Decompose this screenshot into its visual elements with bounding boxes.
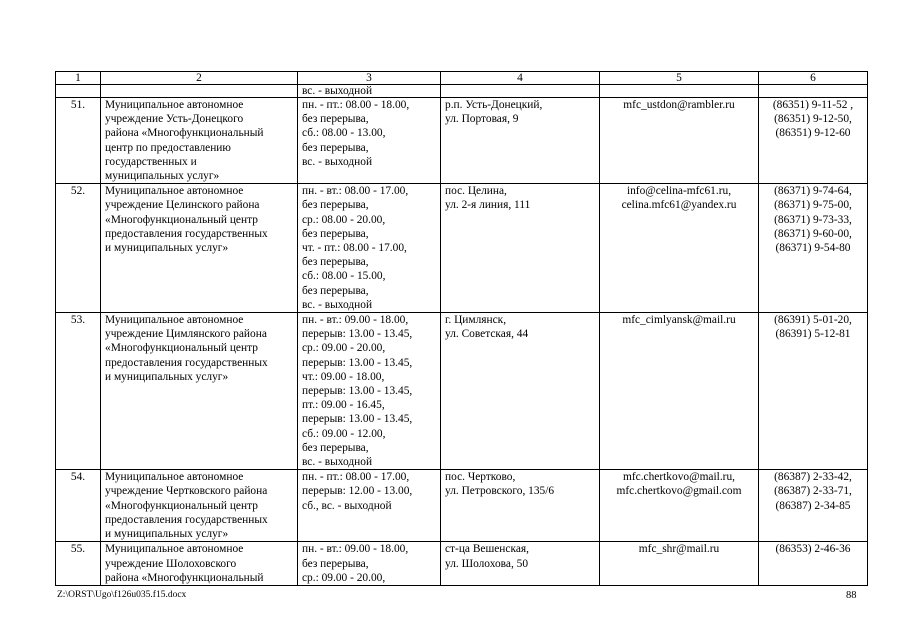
row-number: 52. — [70, 185, 86, 198]
working-hours: пн. - вт.: 08.00 - 17.00, без перерыва, ср.: 08.00 - 20.00, без перерыва, чт. - пт.: 08.00 - 17.00, без перерыва, сб.: 08.00 - 15.00, без перерыва, вс. - выходной — [302, 185, 409, 311]
email: mfc.chertkovo@mail.ru, mfc.chertkovo@gmail.com — [616, 471, 742, 498]
column-number-3: 3 — [298, 72, 441, 85]
column-number-1: 1 — [56, 72, 101, 85]
footer-file-path: Z:\ORST\Ugo\f126u035.f15.docx — [57, 590, 187, 600]
address: р.п. Усть-Донецкий, ул. Портовая, 9 — [445, 99, 543, 126]
email-cell — [600, 313, 759, 470]
column-number-2: 2 — [101, 72, 298, 85]
organization-name-cell — [101, 313, 298, 470]
row-number-cell — [56, 184, 101, 313]
cont-email-cell — [600, 85, 759, 98]
phone-cell — [759, 184, 868, 313]
row-number-cell — [56, 98, 101, 184]
email-cell — [600, 98, 759, 184]
address-cell — [441, 470, 600, 542]
address: пос. Целина, ул. 2-я линия, 111 — [445, 185, 531, 212]
address-cell — [441, 542, 600, 586]
column-number-6: 6 — [759, 72, 868, 85]
working-hours-cell — [298, 542, 441, 586]
column-number-4: 4 — [441, 72, 600, 85]
column-number-row — [56, 72, 868, 85]
email: mfc_shr@mail.ru — [638, 543, 720, 556]
working-hours-cell — [298, 184, 441, 313]
working-hours-cell — [298, 313, 441, 470]
cont-phone-cell — [759, 85, 868, 98]
phone: (86353) 2-46-36 — [775, 543, 851, 556]
organization-name: Муниципальное автономное учреждение Целинского района «Многофункциональный центр предоставления государственных и муниципальных услуг» — [105, 185, 268, 255]
email: info@celina-mfc61.ru, celina.mfc61@yandex.ru — [621, 185, 737, 212]
row-number: 51. — [70, 99, 86, 111]
address-cell — [441, 98, 600, 184]
organization-name-cell — [101, 470, 298, 542]
cont-address-cell — [441, 85, 600, 98]
working-hours: пн. - пт.: 08.00 - 18.00, без перерыва, сб.: 08.00 - 13.00, без перерыва, вс. - выходной — [302, 99, 410, 168]
cont-name-cell — [101, 85, 298, 98]
phone: (86371) 9-74-64, (86371) 9-75-00, (86371) 9-73-33, (86371) 9-60-00, (86371) 9-54-80 — [774, 185, 852, 255]
email: mfc_ustdon@rambler.ru — [623, 99, 735, 111]
working-hours: пн. - вт.: 09.00 - 18.00, перерыв: 13.00 - 13.45, ср.: 09.00 - 20.00, перерыв: 13.00 - 13.45, чт.: 09.00 - 18.00, перерыв: 13.00 - 13.45, пт.: 09.00 - 16.45, перерыв: 13.00 - 13.45, сб.: 09.00 - 12.00, без перерыва, вс. - выходной — [302, 314, 413, 469]
cont-num-cell — [56, 85, 101, 98]
address: г. Цимлянск, ул. Советская, 44 — [445, 314, 529, 341]
continuation-row — [56, 85, 868, 98]
table-row — [56, 313, 868, 470]
address: пос. Чертково, ул. Петровского, 135/6 — [445, 471, 555, 498]
phone-cell — [759, 98, 868, 184]
working-hours: пн. - вт.: 09.00 - 18.00, без перерыва, ср.: 09.00 - 20.00, — [302, 543, 409, 584]
cont-hours-cell: вс. - выходной — [298, 85, 441, 98]
page-number: 88 — [846, 590, 857, 601]
row-number-cell — [56, 313, 101, 470]
phone-cell — [759, 470, 868, 542]
address: ст-ца Вешенская, ул. Шолохова, 50 — [445, 543, 529, 570]
address-cell — [441, 184, 600, 313]
mfc-table — [55, 71, 868, 586]
table-row — [56, 470, 868, 542]
email: mfc_cimlyansk@mail.ru — [622, 314, 736, 327]
working-hours: пн. - пт.: 08.00 - 17.00, перерыв: 12.00 - 13.00, сб., вс. - выходной — [302, 471, 413, 512]
table-row — [56, 98, 868, 184]
working-hours-cell — [298, 98, 441, 184]
column-number-5: 5 — [600, 72, 759, 85]
email-cell — [600, 542, 759, 586]
row-number: 54. — [70, 471, 86, 484]
phone-cell — [759, 542, 868, 586]
phone: (86391) 5-01-20, (86391) 5-12-81 — [774, 314, 852, 341]
address-cell — [441, 313, 600, 470]
email-cell — [600, 184, 759, 313]
organization-name: Муниципальное автономное учреждение Цимлянского района «Многофункциональный центр предоставления государственных и муниципальных услуг» — [105, 314, 268, 383]
table-row — [56, 542, 868, 586]
organization-name: Муниципальное автономное учреждение Усть-Донецкого района «Многофункциональный центр по предоставлению государственных и муниципальных услуг» — [105, 99, 264, 183]
organization-name-cell — [101, 184, 298, 313]
phone: (86351) 9-11-52 , (86351) 9-12-50, (86351) 9-12-60 — [772, 99, 854, 140]
phone-cell — [759, 313, 868, 470]
row-number-cell — [56, 542, 101, 586]
working-hours-cell — [298, 470, 441, 542]
organization-name-cell — [101, 98, 298, 184]
table-row — [56, 184, 868, 313]
row-number-cell — [56, 470, 101, 542]
organization-name: Муниципальное автономное учреждение Шолоховского района «Многофункциональный — [105, 543, 264, 584]
phone: (86387) 2-33-42, (86387) 2-33-71, (86387) 2-34-85 — [774, 471, 852, 512]
organization-name-cell — [101, 542, 298, 586]
row-number: 55. — [70, 543, 86, 556]
email-cell — [600, 470, 759, 542]
organization-name: Муниципальное автономное учреждение Чертковского района «Многофункциональный центр предоставления государственных и муниципальных услуг» — [105, 471, 268, 541]
row-number: 53. — [70, 314, 86, 327]
